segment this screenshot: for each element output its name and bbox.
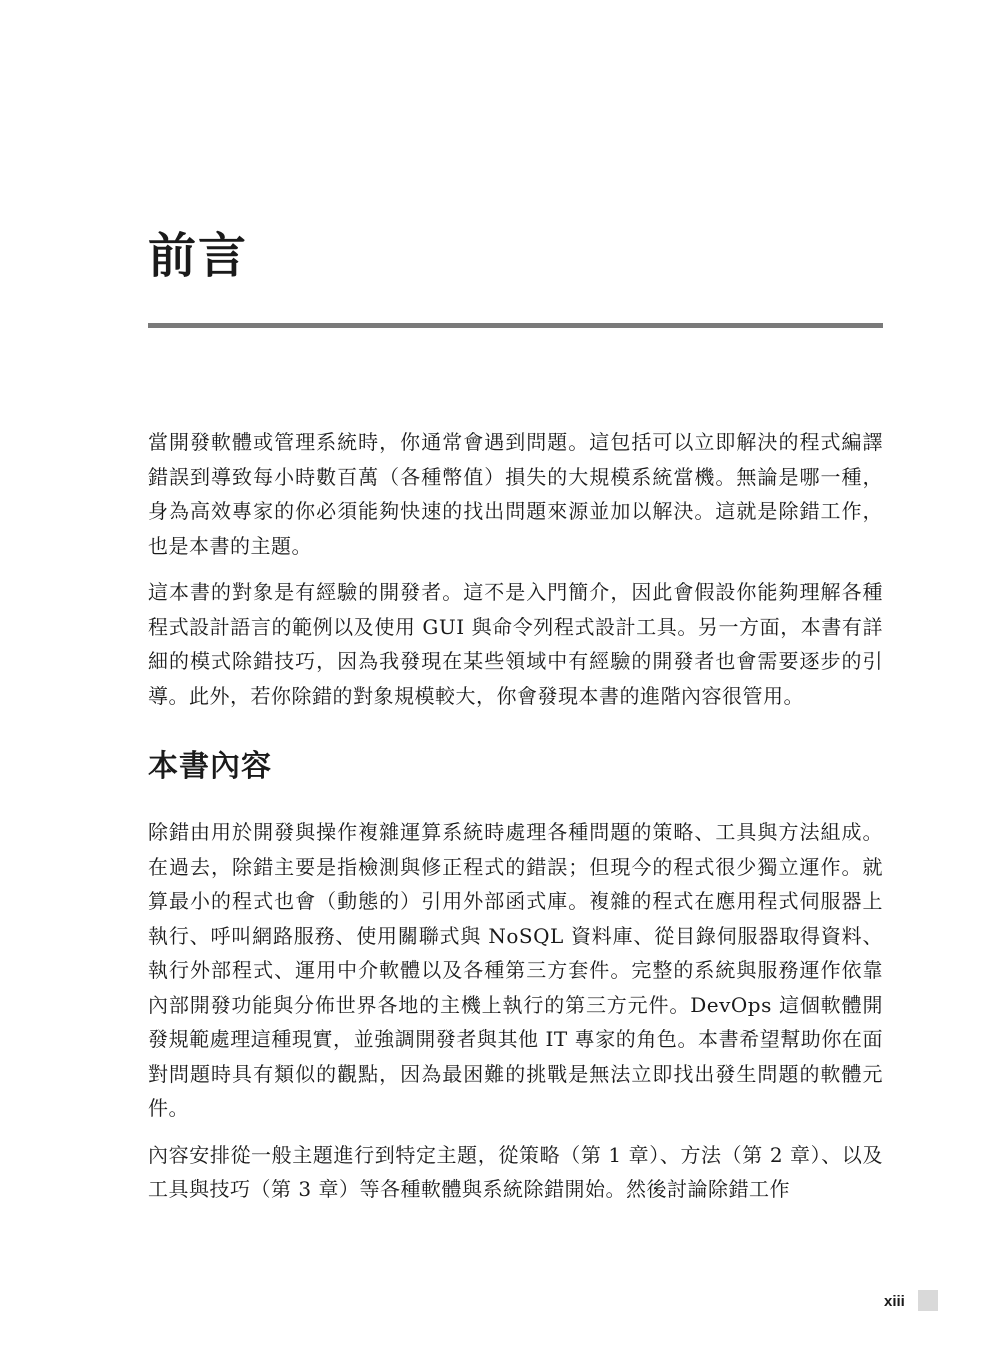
page-title: 前言 (148, 228, 249, 284)
section-heading: 本書內容 (148, 749, 272, 784)
page-body (148, 425, 883, 1207)
title-divider (148, 323, 883, 328)
section-paragraph: 內容安排從一般主題進行到特定主題，從策略（第 1 章）、方法（第 2 章）、以及工具與技巧（第 3 章）等各種軟體與系統除錯開始。然後討論除錯工作 (148, 1142, 883, 1201)
thumb-tab-marker (918, 1290, 938, 1311)
page-number: xiii (884, 1293, 905, 1310)
intro-paragraph: 當開發軟體或管理系統時，你通常會遇到問題。這包括可以立即解決的程式編譯錯誤到導致每小時數百萬（各種幣值）損失的大規模系統當機。無論是哪一種，身為高效專家的你必須能夠快速的找出問題來源並加以解決。這就是除錯工作，也是本書的主題。 (148, 430, 883, 558)
section-paragraph: 除錯由用於開發與操作複雜運算系統時處理各種問題的策略、工具與方法組成。在過去，除錯主要是指檢測與修正程式的錯誤；但現今的程式很少獨立運作。就算最小的程式也會（動態的）引用外部函式庫。複雜的程式在應用程式伺服器上執行、呼叫網路服務、使用關聯式與 NoSQL 資料庫、從目錄伺服器取得資料、執行外部程式、運用中介軟體以及各種第三方套件。完整的系統與服務運作依靠內部開發功能與分佈世界各地的主機上執行的第三方元件。DevOps 這個軟體開發規範處理這種現實，並強調開發者與其他 IT 專家的角色。本書希望幫助你在面對問題時具有類似的觀點，因為最困難的挑戰是無法立即找出發生問題的軟體元件。 (148, 820, 883, 1120)
intro-paragraph: 這本書的對象是有經驗的開發者。這不是入門簡介，因此會假設你能夠理解各種程式設計語言的範例以及使用 GUI 與命令列程式設計工具。另一方面，本書有詳細的模式除錯技巧，因為我發現在某些領域中有經驗的開發者也會需要逐步的引導。此外，若你除錯的對象規模較大，你會發現本書的進階內容很管用。 (148, 580, 883, 708)
